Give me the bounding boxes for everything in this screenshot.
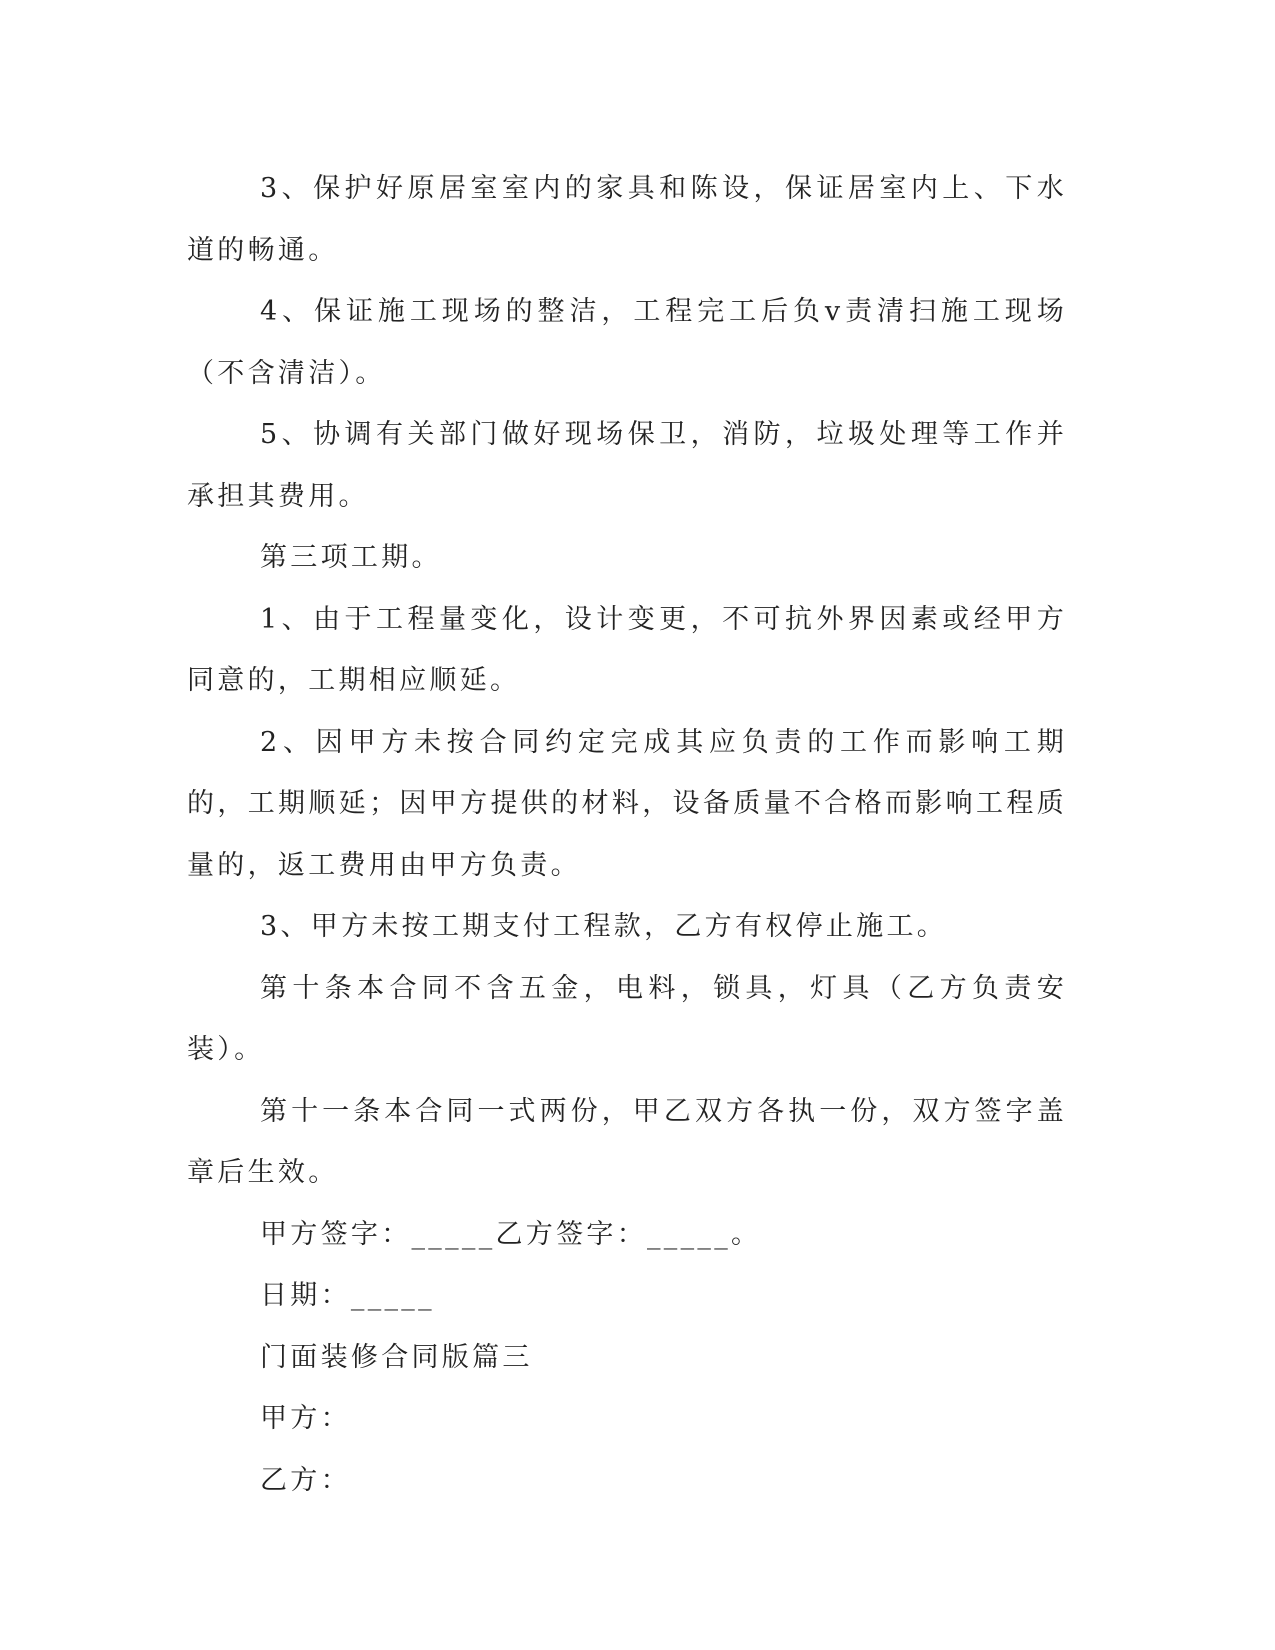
paragraph-article-11: 第十一条本合同一式两份，甲乙双方各执一份，双方签字盖章后生效。: [187, 1095, 1067, 1188]
paragraph-clause-3-protect-furniture: 3、保护好原居室室内的家具和陈设，保证居室内上、下水道的畅通。: [187, 173, 1067, 266]
party-a-label: 甲方：: [260, 1403, 351, 1434]
paragraph-clause-4-site-cleanliness: 4、保证施工现场的整洁，工程完工后负v责清扫施工现场（不含清洁）。: [187, 296, 1067, 389]
section-heading-construction-period: 第三项工期。: [260, 542, 442, 573]
paragraph-article-10: 第十条本合同不含五金，电料，锁具，灯具（乙方负责安装）。: [187, 972, 1067, 1065]
section-title-contract-part-3: 门面装修合同版篇三: [260, 1341, 533, 1373]
paragraph-period-clause-3: 3、甲方未按工期支付工程款，乙方有权停止施工。: [260, 911, 948, 942]
paragraph-clause-5-coordination: 5、协调有关部门做好现场保卫，消防，垃圾处理等工作并承担其费用。: [187, 419, 1067, 512]
paragraph-period-clause-2: 2、因甲方未按合同约定完成其应负责的工作而影响工期的，工期顺延；因甲方提供的材料，设备质量不合格而影响工程质量的，返工费用由甲方负责。: [187, 726, 1067, 881]
party-b-label: 乙方：: [260, 1464, 351, 1496]
document-body: [187, 158, 1067, 1511]
paragraph-period-clause-1: 1、由于工程量变化，设计变更，不可抗外界因素或经甲方同意的，工期相应顺延。: [187, 603, 1067, 696]
date-line: 日期：_____: [260, 1280, 435, 1311]
signature-line: 甲方签字：_____乙方签字：_____。: [260, 1218, 762, 1250]
